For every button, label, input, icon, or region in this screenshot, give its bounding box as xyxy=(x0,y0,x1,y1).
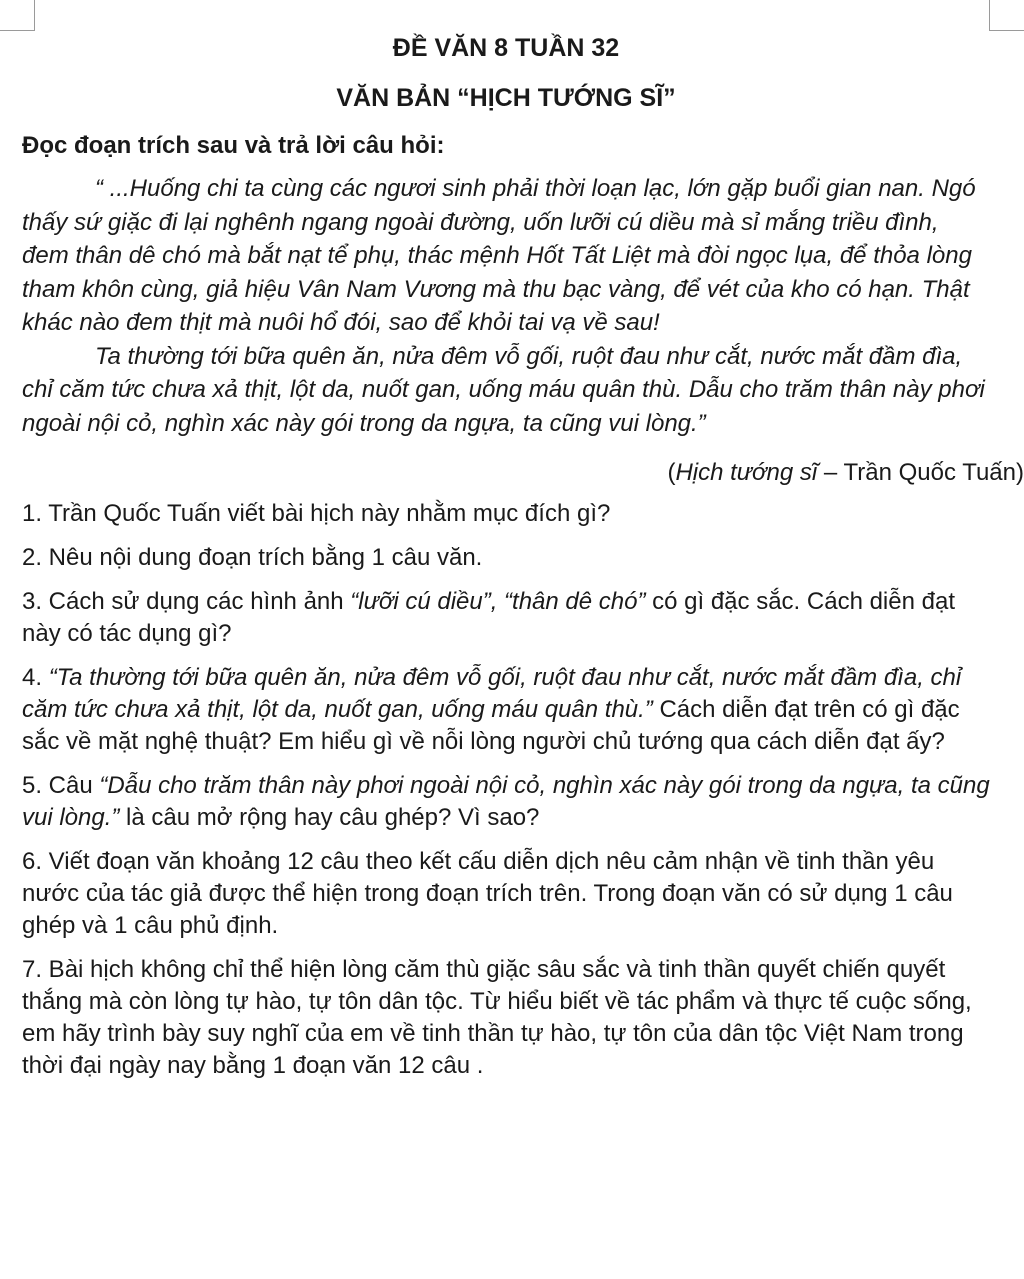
excerpt-paragraph-2: Ta thường tới bữa quên ăn, nửa đêm vỗ gối, ruột đau như cắt, nước mắt đầm đìa, chỉ căm tức chưa xả thịt, lột da, nuốt gan, uống máu quân thù. Dẫu cho trăm thân này phơi ngoài nội cỏ, nghìn xác này gói trong da ngựa, ta cũng vui lòng.” xyxy=(22,342,985,437)
page-title: ĐỀ VĂN 8 TUẦN 32 xyxy=(392,34,620,62)
question-5-text-a: 5. Câu xyxy=(22,772,100,799)
page-corner-right xyxy=(989,0,1024,31)
source-open: ( xyxy=(667,459,676,486)
question-3-text-a: 3. Cách sử dụng các hình ảnh xyxy=(22,588,351,615)
question-3 xyxy=(22,586,990,650)
question-6: 6. Viết đoạn văn khoảng 12 câu theo kết cấu diễn dịch nêu cảm nhận về tinh thần yêu nước của tác giả được thể hiện trong đoạn trích trên. Trong đoạn văn có sử dụng 1 câu ghép và 1 câu phủ định. xyxy=(22,848,953,939)
question-4 xyxy=(22,662,990,758)
instruction: Đọc đoạn trích sau và trả lời câu hỏi: xyxy=(22,132,445,159)
question-5-text-b: là câu mở rộng hay câu ghép? Vì sao? xyxy=(119,804,540,831)
excerpt-paragraph-1: “ ...Huống chi ta cùng các ngươi sinh phải thời loạn lạc, lớn gặp buổi gian nan. Ngó thấy sứ giặc đi lại nghênh ngang ngoài đường, uốn lưỡi cú diều mà sỉ mắng triều đình, đem thân dê chó mà bắt nạt tể phụ, thác mệnh Hốt Tất Liệt mà đòi ngọc lụa, để thỏa lòng tham khôn cùng, giả hiệu Vân Nam Vương mà thu bạc vàng, để vét của kho có hạn. Thật khác nào đem thịt mà nuôi hổ đói, sao để khỏi tai vạ về sau! xyxy=(22,175,976,336)
question-5-quote: “Dẫu cho trăm thân này phơi ngoài nội cỏ, nghìn xác này gói trong da ngựa, ta cũng vui lòng.” xyxy=(22,772,990,831)
source-work: Hịch tướng sĩ xyxy=(675,459,818,486)
excerpt xyxy=(22,172,990,440)
question-4-quote: “Ta thường tới bữa quên ăn, nửa đêm vỗ gối, ruột đau như cắt, nước mắt đầm đìa, chỉ căm tức chưa xả thịt, lột da, nuốt gan, uống máu quân thù.” xyxy=(22,664,962,723)
source-author: – Trần Quốc Tuấn) xyxy=(817,459,1024,486)
page-corner-left xyxy=(0,0,35,31)
question-1: 1. Trần Quốc Tuấn viết bài hịch này nhằm mục đích gì? xyxy=(22,500,611,527)
question-4-text-b: Cách diễn đạt trên có gì đặc sắc về mặt nghệ thuật? Em hiểu gì về nỗi lòng người chủ tướng qua cách diễn đạt ấy? xyxy=(22,696,960,755)
question-4-text-a: 4. xyxy=(22,664,49,691)
excerpt-source xyxy=(22,456,1024,490)
question-2: 2. Nêu nội dung đoạn trích bằng 1 câu văn. xyxy=(22,544,483,571)
document xyxy=(22,28,1024,1094)
question-3-quote: “lưỡi cú diều”, “thân dê chó” xyxy=(350,588,646,615)
question-list xyxy=(22,498,990,1082)
question-5 xyxy=(22,770,990,834)
page-subtitle: VĂN BẢN “HỊCH TƯỚNG SĨ” xyxy=(336,84,676,112)
question-7: 7. Bài hịch không chỉ thể hiện lòng căm thù giặc sâu sắc và tinh thần quyết chiến quyết thắng mà còn lòng tự hào, tự tôn dân tộc. Từ hiểu biết về tác phẩm và thực tế cuộc sống, em hãy trình bày suy nghĩ của em về tinh thần tự hào, tự tôn của dân tộc Việt Nam trong thời đại ngày nay bằng 1 đoạn văn 12 câu . xyxy=(22,956,972,1079)
question-3-text-b: có gì đặc sắc. Cách diễn đạt này có tác dụng gì? xyxy=(22,588,955,647)
